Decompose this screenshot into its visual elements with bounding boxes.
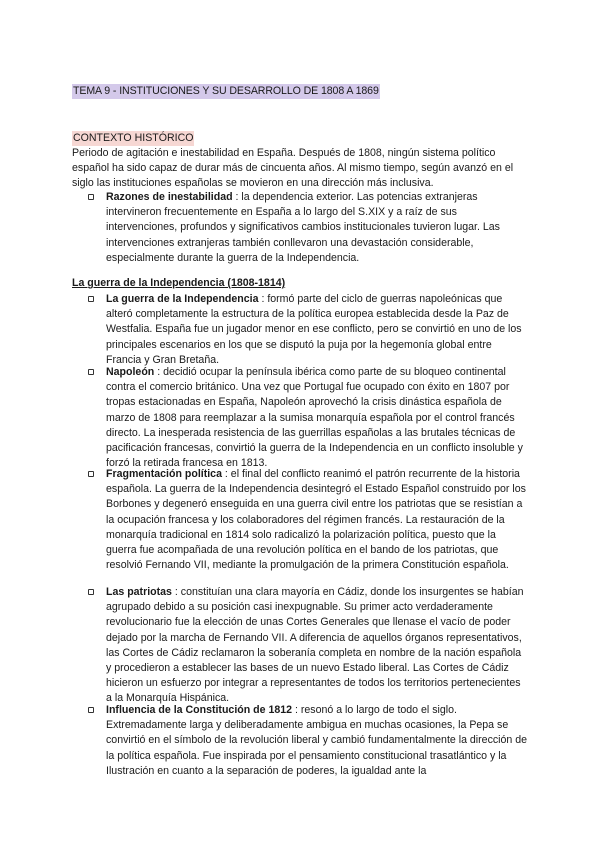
checkbox-bullet-icon xyxy=(88,707,94,713)
list-item xyxy=(88,365,528,471)
list-item xyxy=(88,292,528,368)
bullet-term: Las patriotas xyxy=(106,586,172,598)
bullet-text: : constituían una clara mayoría en Cádiz, donde los insurgentes se habían agrupado debido a su posición casi inexpugnable. Su primer acto verdaderamente revolucionario fue la elección de unas Cortes Generales que llenase el vacío de poder dejado por la marcha de Fernando VII. A diferencia de aquellos órganos representativos, las Cortes de Cádiz reclamaron la soberanía completa en nombre de la nación española y procedieron a establecer las bases de un nuevo Estado liberal. Las Cortes de Cádiz hicieron un esfuerzo por integrar a representantes de todos los territorios pertenecientes a la Monarquía Hispánica. xyxy=(106,586,524,705)
checkbox-bullet-icon xyxy=(88,471,94,477)
context-heading: CONTEXTO HISTÓRICO xyxy=(72,131,194,146)
checkbox-bullet-icon xyxy=(88,589,94,595)
bullet-text: : decidió ocupar la península ibérica como parte de su bloqueo continental contra el comercio británico. Una vez que Portugal fue ocupado con éxito en 1807 por tropas estacionadas en España, Napoleón aprovechó la crisis dinástica española de marzo de 1808 para reemplazar a la sumisa monarquía española por el control francés directo. La inesperada resistencia de las guerrillas españolas a las brutales técnicas de pacificación francesas, convirtió la guerra de la Independencia en un conflicto insoluble y forzó la retirada francesa en 1813. xyxy=(106,366,523,470)
intro-paragraph: Periodo de agitación e inestabilidad en España. Después de 1808, ningún sistema político español ha sido capaz de durar más de cincuenta años. Al mismo tiempo, según avanzó en el siglo las instituciones españolas se movieron en una dirección más inclusiva. xyxy=(72,147,514,190)
bullet-term: Fragmentación política xyxy=(106,468,222,480)
checkbox-bullet-icon xyxy=(88,369,94,375)
bullet-text: : resonó a lo largo de todo el siglo. Extremadamente larga y deliberadamente ambigua en muchas ocasiones, la Pepa se convirtió en el símbolo de la revolución liberal y cambió fundamentalmente la dirección de la política española. Fue inspirada por el pensamiento constitucional trasatlántico y la Ilustración en cuanto a la separación de poderes, la igualdad ante la xyxy=(106,704,528,777)
checkbox-bullet-icon xyxy=(88,194,94,200)
list-item xyxy=(88,190,528,266)
bullet-term: Influencia de la Constitución de 1812 xyxy=(106,704,293,716)
bullet-text: : formó parte del ciclo de guerras napoleónicas que alteró completamente la estructura de la política europea establecida desde la Paz de Westfalia. España fue un jugador menor en ese conflicto, pero se convirtió en uno de los principales escenarios en los que se disputó la puja por la hegemonía global entre Francia y Gran Bretaña. xyxy=(106,293,522,366)
bullet-term: La guerra de la Independencia xyxy=(106,293,259,305)
document-title: TEMA 9 - INSTITUCIONES Y SU DESARROLLO DE 1808 A 1869 xyxy=(72,84,380,99)
bullet-text: : la dependencia exterior. Las potencias extranjeras intervineron frecuentemente en España a lo largo del S.XIX y a raíz de sus intervenciones, profundos y significativos cambios institucionales tuvieron lugar. Las intervenciones extranjeras también conllevaron una devastación considerable, especialmente durante la guerra de la Independencia. xyxy=(106,191,500,264)
checkbox-bullet-icon xyxy=(88,296,94,302)
bullet-text: : el final del conflicto reanimó el patrón recurrente de la historia española. La guerra de la Independencia desintegró el Estado Español construido por los Borbones y degeneró enseguida en una guerra civil entre los patriotas que se resistían a la ocupación francesa y los colaboradores del régimen francés. La restauración de la monarquía tradicional en 1814 solo radicalizó la polarización política, puesto que la guerra fue acompañada de una revolución política en el bando de los patriotas, que resolvió Fernando VII, mediante la promulgación de la primera Constitución española. xyxy=(106,468,526,572)
bullet-term: Razones de inestabilidad xyxy=(106,191,233,203)
section-heading: La guerra de la Independencia (1808-1814) xyxy=(72,277,286,289)
bullet-term: Napoleón xyxy=(106,366,155,378)
list-item xyxy=(88,467,528,573)
list-item xyxy=(88,585,528,707)
list-item xyxy=(88,703,528,779)
